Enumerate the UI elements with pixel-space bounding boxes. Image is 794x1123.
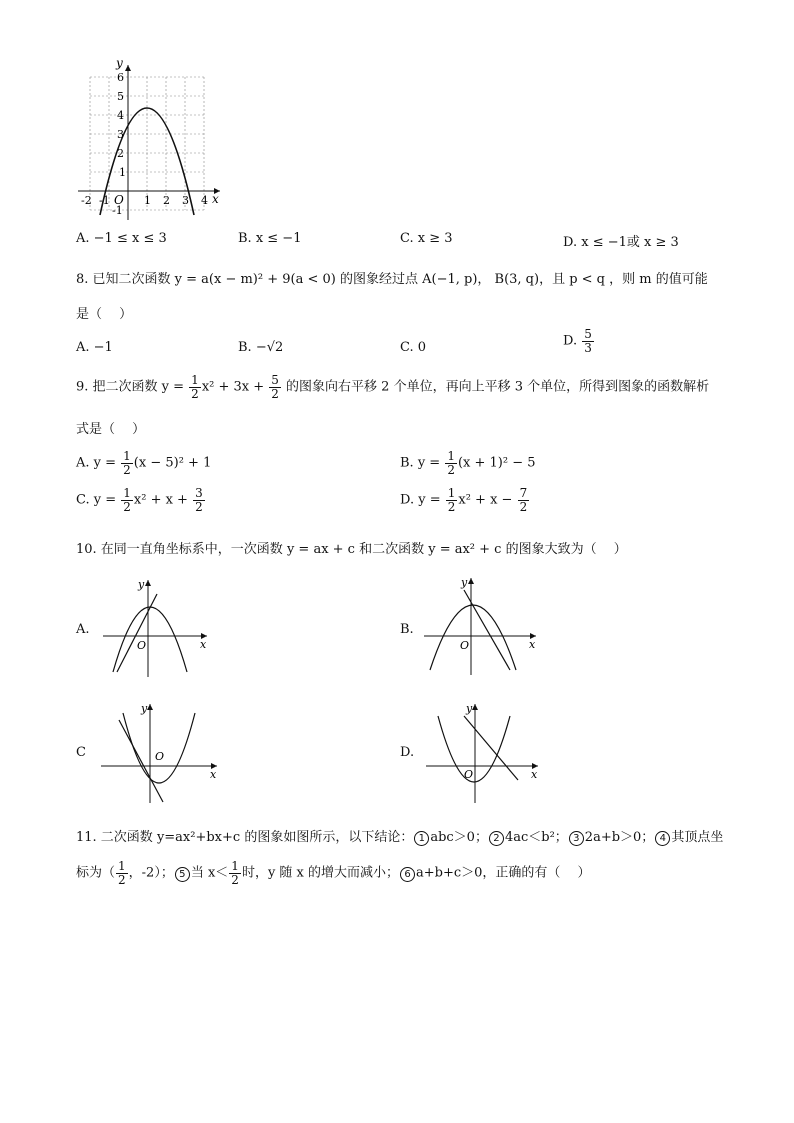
q9-option-d[interactable]: D. y = $\frac{1}{2}$ x² + x − $\frac{7}{2}$ (400, 486, 528, 514)
q8-stem-line2: 是（ ） (76, 307, 133, 322)
y-label: y (116, 56, 123, 70)
q7-parabola-graph (70, 55, 230, 225)
y-tick: 4 (117, 109, 124, 122)
q7-option-b[interactable]: B. x ≤ −1 (238, 231, 302, 246)
q10-stem: 10. 在同一直角坐标系中，一次函数 y = ax + c 和二次函数 y = ax² + c 的图象大致为（ ） (76, 542, 627, 557)
q10-option-a-graph[interactable] (95, 572, 215, 682)
q7-option-d[interactable]: D. x ≤ −1或 x ≥ 3 (563, 235, 679, 250)
svg-text:x: x (200, 638, 207, 651)
x-tick: 3 (182, 194, 189, 207)
svg-text:x: x (210, 768, 217, 781)
svg-text:y: y (141, 702, 148, 715)
svg-text:x: x (529, 638, 536, 651)
svg-text:y: y (461, 576, 468, 589)
svg-text:O: O (137, 639, 147, 652)
parabola (430, 605, 516, 670)
svg-text:y: y (138, 578, 145, 591)
q9-stem-line1: 9. 把二次函数 y = $\frac{1}{2}$ x² + 3x + $\frac{5}{2}$ 的图象向右平移 2 个单位，再向上平移 3 个单位，所得到图象的函数解析 (76, 373, 710, 401)
origin-label: O (114, 193, 124, 207)
q10-option-d-label[interactable]: D. (400, 745, 415, 760)
q8-option-c[interactable]: C. 0 (400, 340, 427, 355)
q8-option-d-label: D. (563, 333, 578, 349)
svg-text:O: O (460, 639, 470, 652)
q8-option-b[interactable]: B. −√2 (238, 340, 284, 355)
q10-option-b-label[interactable]: B. (400, 622, 414, 637)
q11-stem-line1: 11. 二次函数 y=ax²+bx+c 的图象如图所示，以下结论： 1 abc＞0； 2 4ac＜b²； 3 2a+b＞0； 4 其顶点坐 (76, 830, 724, 845)
y-tick: 3 (117, 128, 124, 141)
q9-option-c[interactable]: C. y = $\frac{1}{2}$ x² + x + $\frac{3}{2}$ (76, 486, 203, 514)
q9-stem-line2: 式是（ ） (76, 422, 146, 437)
y-tick: 6 (117, 71, 124, 84)
y-tick: 2 (117, 147, 124, 160)
q8-option-d[interactable] (563, 328, 595, 354)
x-tick: -2 (81, 194, 92, 207)
y-tick: 1 (119, 166, 126, 179)
q8-stem-line1: 8. 已知二次函数 y = a(x − m)² + 9(a < 0) 的图象经过点 A(−1, p)， B(3, q)，且 p < q ，则 m 的值可能 (76, 272, 708, 287)
x-tick: -1 (99, 194, 110, 207)
x-tick: 4 (201, 194, 208, 207)
svg-text:O: O (155, 750, 165, 763)
svg-text:O: O (464, 768, 474, 781)
q10-option-c-label[interactable]: C (76, 745, 86, 760)
y-tick: -1 (112, 204, 123, 217)
svg-text:x: x (531, 768, 538, 781)
q11-stem-line2: 标为（ $\frac{1}{2}$ ，-2）； 5 当 x＜ $\frac{1}{2}$ 时，y 随 x 的增大而减小； 6 a+b+c＞0，正确的有（ ） (76, 859, 591, 887)
line (117, 594, 157, 672)
svg-text:y: y (466, 702, 473, 715)
fraction: $\frac{5}{3}$ (584, 327, 592, 355)
q7-option-a[interactable]: A. −1 ≤ x ≤ 3 (76, 231, 167, 246)
x-tick: 1 (144, 194, 151, 207)
q10-option-b-graph[interactable] (418, 570, 543, 680)
q7-option-c[interactable]: C. x ≥ 3 (400, 231, 453, 246)
x-label: x (212, 192, 219, 206)
parabola (113, 607, 187, 672)
y-tick: 5 (117, 90, 124, 103)
q8-option-a[interactable]: A. −1 (76, 340, 113, 355)
q10-option-c-graph[interactable] (95, 698, 225, 808)
q9-option-b[interactable]: B. y = $\frac{1}{2}$ (x + 1)² − 5 (400, 449, 536, 477)
x-tick: 2 (163, 194, 170, 207)
parabola (438, 716, 510, 782)
x-ticks (81, 194, 208, 207)
q10-option-a-label[interactable]: A. (76, 622, 90, 637)
q9-option-a[interactable]: A. y = $\frac{1}{2}$ (x − 5)² + 1 (76, 449, 212, 477)
q10-option-d-graph[interactable] (420, 698, 545, 808)
